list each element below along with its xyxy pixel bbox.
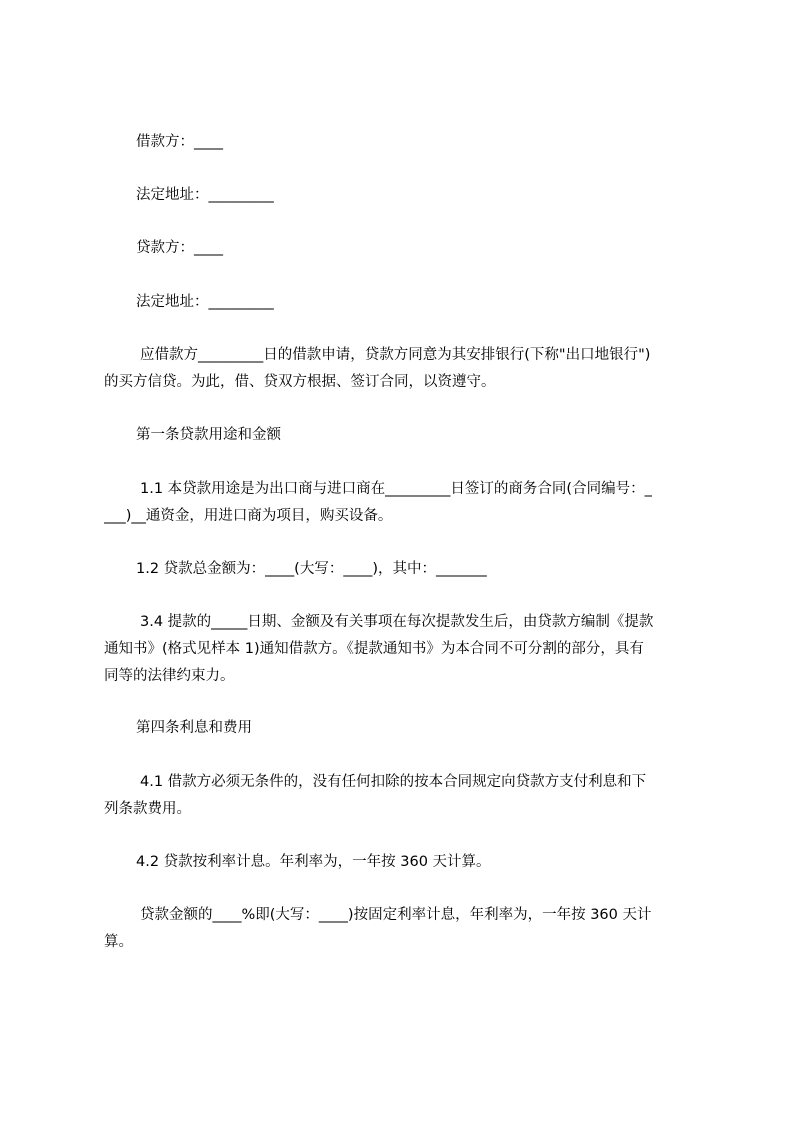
lender-line: 贷款方：____ [136,240,223,256]
clause-1-1-line-1: 1.1 本贷款用途是为出口商与进口商在_________日签订的商务合同(合同编号：_ [140,481,652,497]
preamble-line-1: 应借款方_________日的借款申请，贷款方同意为其安排银行(下称"出口地银行") [140,347,651,363]
lender-address-line: 法定地址：_________ [136,294,274,310]
article-4-title: 第四条利息和费用 [136,720,252,736]
clause-4-1-line-2: 列条款费用。 [104,801,191,817]
clause-4-2: 4.2 贷款按利率计息。年利率为，一年按 360 天计算。 [136,854,491,870]
loan-rate-line-1: 贷款金额的____%即(大写：____)按固定利率计息，年利率为，一年按 360 天计 [140,907,652,923]
borrower-line: 借款方：____ [136,134,223,150]
clause-1-1-line-2: ___)__通资金，用进口商为项目，购买设备。 [104,508,393,524]
clause-4-1-line-1: 4.1 借款方必须无条件的，没有任何扣除的按本合同规定向贷款方支付利息和下 [140,774,647,790]
clause-3-4-line-3: 同等的法律约束力。 [104,668,235,684]
loan-rate-line-2: 算。 [104,934,133,950]
article-1-title: 第一条贷款用途和金额 [136,427,281,443]
clause-3-4-line-2: 通知书》(格式见样本 1)通知借款方。《提款通知书》为本合同不可分割的部分，具有 [104,641,644,657]
borrower-address-line: 法定地址：_________ [136,187,274,203]
clause-1-2: 1.2 贷款总金额为：____(大写：____)，其中：_______ [136,561,487,577]
preamble-line-2: 的买方信贷。为此，借、贷双方根据、签订合同，以资遵守。 [104,374,496,390]
clause-3-4-line-1: 3.4 提款的_____日期、金额及有关事项在每次提款发生后，由贷款方编制《提款 [140,614,654,630]
